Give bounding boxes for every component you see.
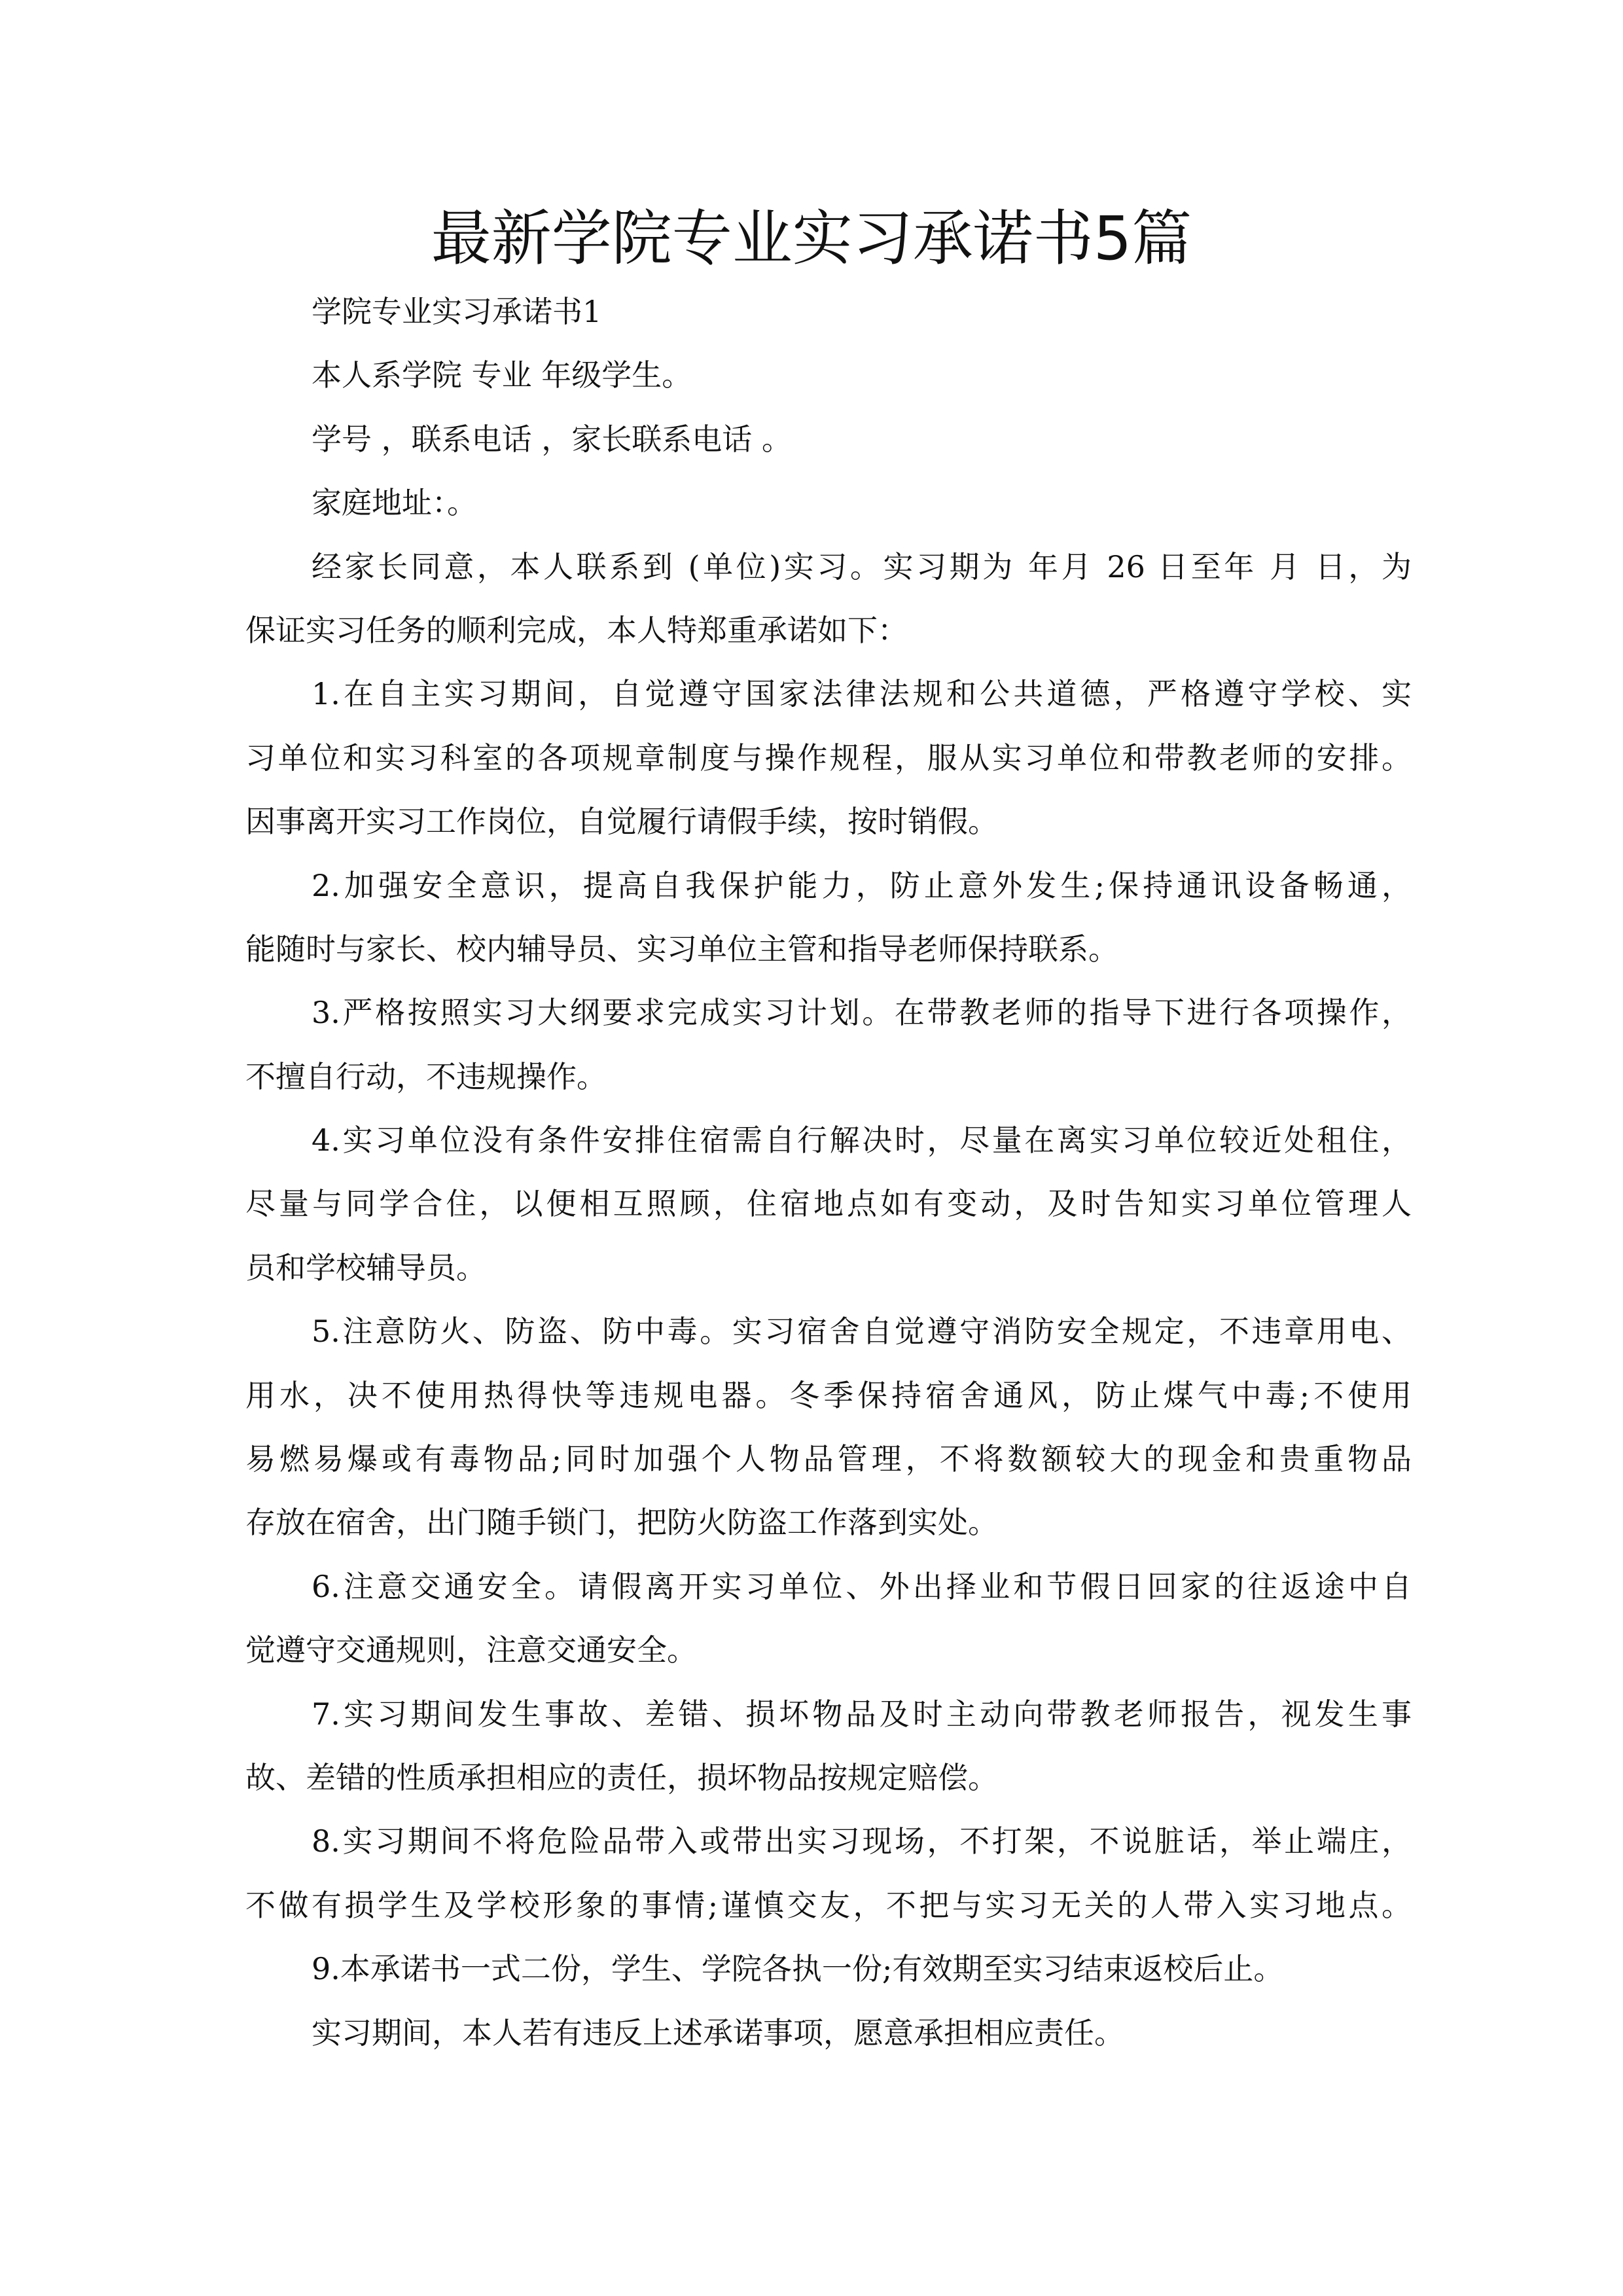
text-line: 8.实习期间不将危险品带入或带出实习现场，不打架，不说脏话，举止端庄， bbox=[312, 1823, 1412, 1859]
text-line: 学院专业实习承诺书1 bbox=[312, 294, 602, 329]
text-line: 2.加强安全意识，提高自我保护能力，防止意外发生;保持通讯设备畅通， bbox=[312, 867, 1412, 903]
text-line: 学号 ，联系电话 ，家长联系电话 。 bbox=[312, 421, 792, 457]
text-line: 9.本承诺书一式二份，学生、学院各执一份;有效期至实习结束返校后止。 bbox=[312, 1951, 1284, 1987]
text-line: 经家长同意，本人联系到 (单位)实习。实习期为 年月 26 日至年 月 日，为 bbox=[312, 548, 1412, 584]
text-line: 因事离开实习工作岗位，自觉履行请假手续，按时销假。 bbox=[245, 804, 998, 840]
text-line: 7.实习期间发生事故、差错、损坏物品及时主动向带教老师报告，视发生事 bbox=[312, 1696, 1412, 1732]
text-line: 1.在自主实习期间，自觉遵守国家法律法规和公共道德，严格遵守学校、实 bbox=[312, 676, 1412, 712]
text-line: 不做有损学生及学校形象的事情;谨慎交友，不把与实习无关的人带入实习地点。 bbox=[245, 1887, 1412, 1923]
text-line: 实习期间，本人若有违反上述承诺事项，愿意承担相应责任。 bbox=[312, 2015, 1124, 2051]
text-line: 易燃易爆或有毒物品;同时加强个人物品管理，不将数额较大的现金和贵重物品 bbox=[245, 1441, 1412, 1477]
text-line: 6.注意交通安全。请假离开实习单位、外出择业和节假日回家的往返途中自 bbox=[312, 1568, 1412, 1604]
text-line: 保证实习任务的顺利完成，本人特郑重承诺如下： bbox=[245, 612, 908, 648]
text-line: 存放在宿舍，出门随手锁门，把防火防盗工作落到实处。 bbox=[245, 1505, 998, 1541]
text-line: 觉遵守交通规则，注意交通安全。 bbox=[245, 1632, 697, 1668]
text-line: 不擅自行动，不违规操作。 bbox=[245, 1058, 607, 1094]
document-body bbox=[245, 280, 1412, 2065]
text-line: 习单位和实习科室的各项规章制度与操作规程，服从实习单位和带教老师的安排。 bbox=[245, 740, 1412, 776]
text-line: 能随时与家长、校内辅导员、实习单位主管和指导老师保持联系。 bbox=[245, 931, 1118, 967]
text-line: 家庭地址：。 bbox=[312, 485, 477, 521]
text-line: 4.实习单位没有条件安排住宿需自行解决时，尽量在离实习单位较近处租住， bbox=[312, 1122, 1412, 1158]
text-line: 尽量与同学合住，以便相互照顾，住宿地点如有变动，及时告知实习单位管理人 bbox=[245, 1186, 1412, 1222]
text-line: 员和学校辅导员。 bbox=[245, 1249, 486, 1285]
text-line: 故、差错的性质承担相应的责任，损坏物品按规定赔偿。 bbox=[245, 1759, 998, 1795]
text-line: 3.严格按照实习大纲要求完成实习计划。在带教老师的指导下进行各项操作， bbox=[312, 995, 1412, 1031]
text-line: 5.注意防火、防盗、防中毒。实习宿舍自觉遵守消防安全规定，不违章用电、 bbox=[312, 1314, 1412, 1350]
text-line: 本人系学院 专业 年级学生。 bbox=[312, 357, 692, 393]
text-line: 用水，决不使用热得快等违规电器。冬季保持宿舍通风，防止煤气中毒;不使用 bbox=[245, 1377, 1412, 1413]
document-title: 最新学院专业实习承诺书5篇 bbox=[431, 204, 1192, 274]
